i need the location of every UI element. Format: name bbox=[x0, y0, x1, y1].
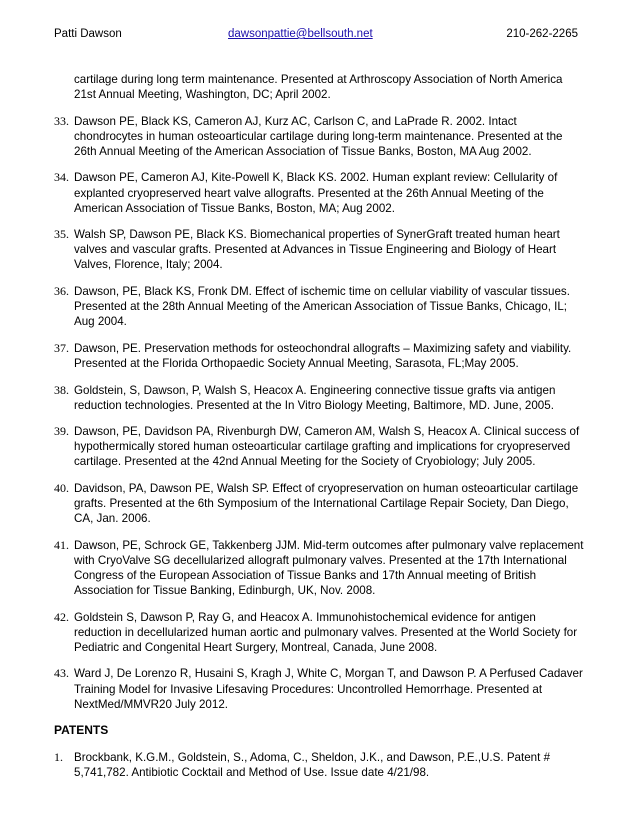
list-item-text: Dawson PE, Black KS, Cameron AJ, Kurz AC, Carlson C, and LaPrade R. 2002. Intact chondrocytes in human osteoarticular cartilage during long-term maintenance. Presented at the 26th Annual Meeting of the American Association of Tissue Banks, Boston, MA Aug 2002. bbox=[74, 114, 563, 158]
list-item-number: 43. bbox=[54, 666, 69, 681]
header-email-link[interactable]: dawsonpattie@bellsouth.net bbox=[228, 28, 373, 40]
list-item-number: 34. bbox=[54, 170, 69, 185]
section-title-patents: PATENTS bbox=[54, 723, 109, 738]
continuation-text: cartilage during long term maintenance. Presented at Arthroscopy Association of North America 21st Annual Meeting, Washington, DC; April 2002. bbox=[74, 73, 563, 102]
list-item-text: Dawson, PE, Davidson PA, Rivenburgh DW, Cameron AM, Walsh S, Heacox A. Clinical success of hypothermically stored human osteoarticular cartilage grafting and implications for cryopreserved cartilage. Presented at the 42nd Annual Meeting for the Society of Cryobiology; July 2005. bbox=[74, 425, 580, 469]
list-item bbox=[54, 666, 586, 711]
list-item-number: 33. bbox=[54, 113, 69, 128]
list-item-text: Dawson PE, Cameron AJ, Kite-Powell K, Black KS. 2002. Human explant review: Cellularity of explanted cryopreserved heart valve allografts. Presented at the 26th Annual Meeting of the American Association of Tissue Banks, Boston, MA; Aug 2002. bbox=[74, 171, 558, 215]
list-item bbox=[54, 341, 586, 371]
list-item bbox=[54, 610, 586, 655]
list-item-text: Goldstein S, Dawson P, Ray G, and Heacox A. Immunohistochemical evidence for antigen reduction in decellularized human aortic and pulmonary valves. Presented at the World Society for Pediatric and Congenital Heart Surgery, Montreal, Canada, June 2008. bbox=[74, 610, 578, 654]
presentations-list bbox=[54, 114, 586, 712]
patents-list bbox=[54, 750, 586, 780]
header-phone: 210-262-2265 bbox=[506, 28, 578, 40]
list-item-text: Ward J, De Lorenzo R, Husaini S, Kragh J, White C, Morgan T, and Dawson P. A Perfused Cadaver Training Model for Invasive Lifesaving Procedures: Uncontrolled Hemorrhage. Presented at NextMed/MMVR20 July 2012. bbox=[74, 667, 583, 711]
list-item-text: Dawson, PE, Schrock GE, Takkenberg JJM. Mid-term outcomes after pulmonary valve replacement with CryoValve SG decellularized allograft pulmonary valves. Presented at the 17th International Congress of the European Association of Tissue Banks and 17th Annual meeting of British Association for Tissue Banking, Edinburgh, UK, Nov. 2008. bbox=[74, 538, 584, 598]
list-item bbox=[54, 227, 586, 272]
list-item-number: 42. bbox=[54, 609, 69, 624]
list-item bbox=[54, 538, 586, 598]
list-item-number: 35. bbox=[54, 227, 69, 242]
list-item-text: Davidson, PA, Dawson PE, Walsh SP. Effect of cryopreservation on human osteoarticular cartilage grafts. Presented at the 6th Symposium of the International Cartilage Repair Society, Dan Diego, CA, Jan. 2006. bbox=[74, 481, 579, 526]
list-item-text: Dawson, PE, Black KS, Fronk DM. Effect of ischemic time on cellular viability of vascular tissues. Presented at the 28th Annual Meeting of the American Association of Tissue Banks, Chicago, IL; Aug 2004. bbox=[74, 285, 570, 329]
list-item bbox=[54, 170, 586, 215]
list-item bbox=[54, 383, 586, 413]
list-item-number: 38. bbox=[54, 382, 69, 397]
list-item-text: Goldstein, S, Dawson, P, Walsh S, Heacox A. Engineering connective tissue grafts via antigen reduction technologies. Presented at the In Vitro Biology Meeting, Baltimore, MD. June, 2005. bbox=[74, 383, 556, 412]
list-item bbox=[54, 114, 586, 159]
list-item bbox=[54, 750, 586, 780]
list-item bbox=[54, 284, 586, 329]
list-item-text: Dawson, PE. Preservation methods for osteochondral allografts – Maximizing safety and viability. Presented at the Florida Orthopaedic Society Annual Meeting, Sarasota, FL;May 2005. bbox=[74, 341, 572, 370]
list-item-number: 40. bbox=[54, 480, 69, 495]
page-header bbox=[54, 28, 584, 44]
list-item-number: 41. bbox=[54, 537, 69, 552]
list-item bbox=[54, 424, 586, 469]
list-item-number: 36. bbox=[54, 284, 69, 299]
list-item-text: Brockbank, K.G.M., Goldstein, S., Adoma, C., Sheldon, J.K., and Dawson, P.E.,U.S. Patent # 5,741,782. Antibiotic Cocktail and Method of Use. Issue date 4/21/98. bbox=[74, 751, 551, 780]
document-body bbox=[54, 72, 586, 792]
list-item-number: 1. bbox=[54, 750, 63, 765]
list-item-text: Walsh SP, Dawson PE, Black KS. Biomechanical properties of SynerGraft treated human heart valves and vascular grafts. Presented at Advances in Tissue Engineering and Biology of Heart Valves, Florence, Italy; 2004. bbox=[74, 228, 560, 272]
header-name: Patti Dawson bbox=[54, 28, 122, 40]
list-item bbox=[54, 481, 586, 526]
list-item-number: 37. bbox=[54, 340, 69, 355]
list-item-number: 39. bbox=[54, 424, 69, 439]
